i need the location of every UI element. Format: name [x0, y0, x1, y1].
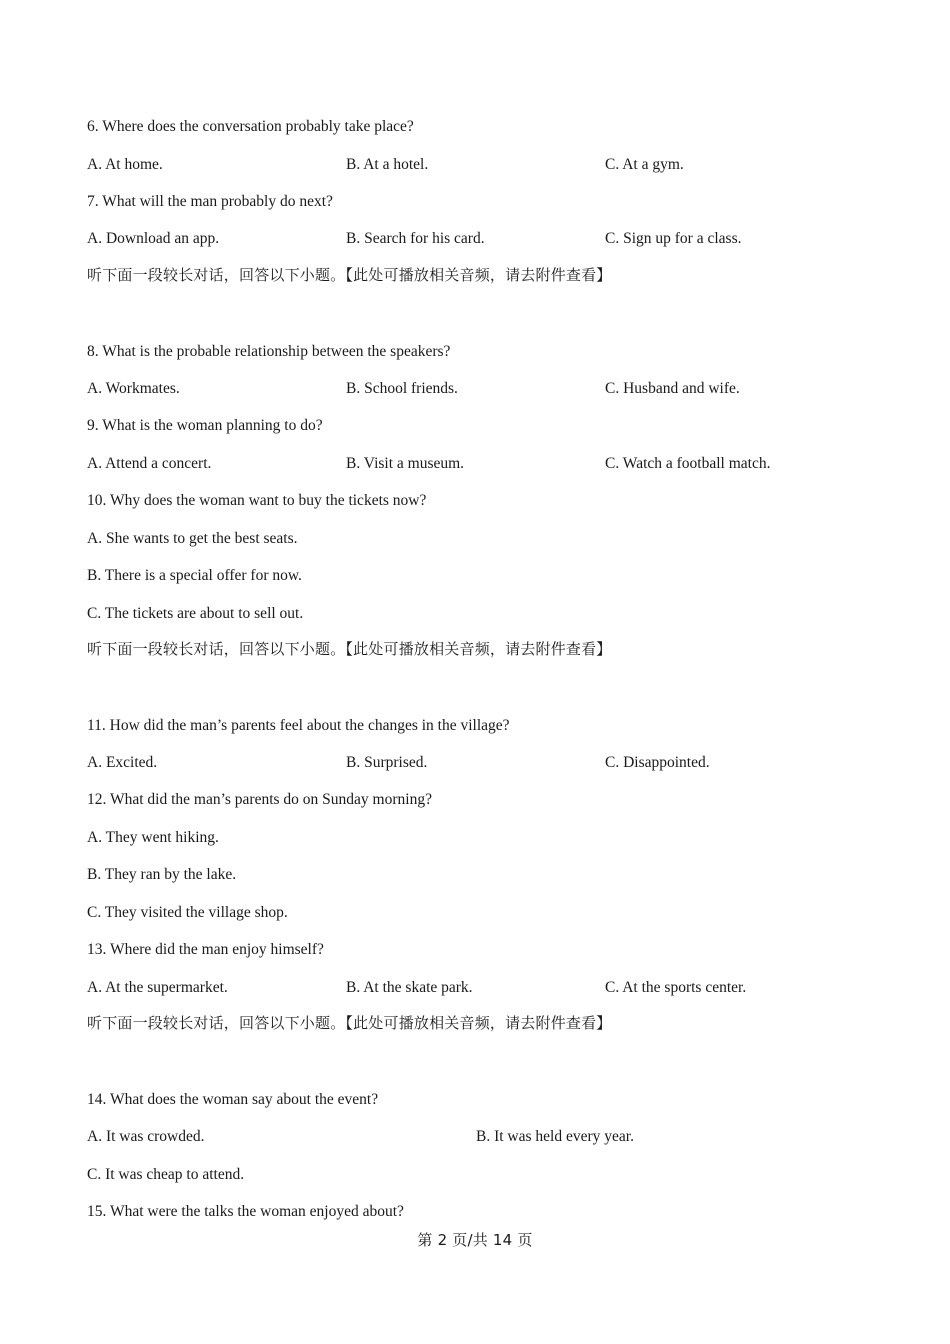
q12-option-c: C. They visited the village shop.	[87, 904, 288, 921]
q8-option-c: C. Husband and wife.	[605, 380, 740, 397]
q9-option-c: C. Watch a football match.	[605, 455, 771, 472]
question-15: 15. What were the talks the woman enjoyed about?	[87, 1203, 404, 1220]
page-number-label: 第 2 页/共 14 页	[417, 1231, 533, 1249]
question-9: 9. What is the woman planning to do?	[87, 417, 323, 434]
q11-option-c: C. Disappointed.	[605, 754, 710, 771]
q11-option-b: B. Surprised.	[346, 754, 428, 771]
q8-option-a: A. Workmates.	[87, 380, 180, 397]
listening-instruction-3: 听下面一段较长对话，回答以下小题。【此处可播放相关音频，请去附件查看】	[87, 1014, 612, 1032]
q10-option-b: B. There is a special offer for now.	[87, 567, 302, 584]
q13-option-b: B. At the skate park.	[346, 979, 473, 996]
q8-option-b: B. School friends.	[346, 380, 458, 397]
q9-option-a: A. Attend a concert.	[87, 455, 212, 472]
q14-option-c: C. It was cheap to attend.	[87, 1166, 245, 1183]
listening-instruction-2: 听下面一段较长对话，回答以下小题。【此处可播放相关音频，请去附件查看】	[87, 640, 612, 658]
question-7: 7. What will the man probably do next?	[87, 193, 333, 210]
q10-option-c: C. The tickets are about to sell out.	[87, 605, 304, 622]
q7-option-a: A. Download an app.	[87, 230, 220, 247]
question-10: 10. Why does the woman want to buy the tickets now?	[87, 492, 427, 509]
question-8: 8. What is the probable relationship between the speakers?	[87, 343, 451, 360]
q7-option-c: C. Sign up for a class.	[605, 230, 742, 247]
q13-option-c: C. At the sports center.	[605, 979, 747, 996]
q13-option-a: A. At the supermarket.	[87, 979, 228, 996]
question-6: 6. Where does the conversation probably take place?	[87, 118, 414, 135]
q6-option-c: C. At a gym.	[605, 156, 684, 173]
question-12: 12. What did the man’s parents do on Sunday morning?	[87, 791, 432, 808]
page-footer	[0, 1230, 950, 1251]
listening-instruction-1: 听下面一段较长对话，回答以下小题。【此处可播放相关音频，请去附件查看】	[87, 266, 612, 284]
q7-option-b: B. Search for his card.	[346, 230, 485, 247]
question-14: 14. What does the woman say about the event?	[87, 1091, 379, 1108]
question-13: 13. Where did the man enjoy himself?	[87, 941, 324, 958]
q14-option-a: A. It was crowded.	[87, 1128, 205, 1145]
q14-option-b: B. It was held every year.	[476, 1128, 634, 1145]
q9-option-b: B. Visit a museum.	[346, 455, 465, 472]
q10-option-a: A. She wants to get the best seats.	[87, 530, 298, 547]
q12-option-b: B. They ran by the lake.	[87, 866, 237, 883]
q11-option-a: A. Excited.	[87, 754, 158, 771]
q6-option-a: A. At home.	[87, 156, 163, 173]
q6-option-b: B. At a hotel.	[346, 156, 429, 173]
question-11: 11. How did the man’s parents feel about the changes in the village?	[87, 717, 510, 734]
q12-option-a: A. They went hiking.	[87, 829, 219, 846]
